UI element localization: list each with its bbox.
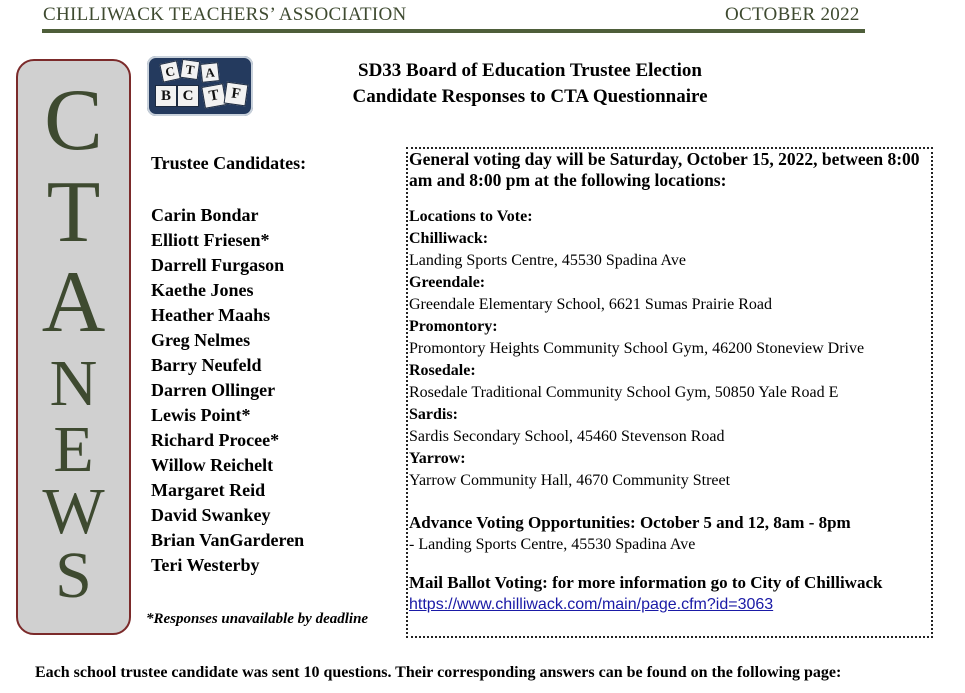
mail-ballot-link[interactable]: https://www.chilliwack.com/main/page.cfm?id=3063: [409, 596, 774, 613]
logo-cube-c2: C: [177, 85, 199, 107]
logo-cube-a: A: [200, 62, 220, 83]
masthead-divider: [42, 29, 865, 33]
candidate-name: Kaethe Jones: [151, 280, 254, 300]
title-line-2: Candidate Responses to CTA Questionnaire: [352, 86, 708, 107]
candidate-name: Darren Ollinger: [151, 380, 276, 400]
candidate-name: Darrell Furgason: [151, 255, 285, 275]
banner-letter-w: W: [42, 475, 105, 548]
candidate-name: Barry Neufeld: [151, 355, 262, 375]
advance-voting-heading: Advance Voting Opportunities: October 5 and 12, 8am - 8pm: [409, 513, 851, 532]
title-line-1: SD33 Board of Education Trustee Election: [358, 60, 702, 81]
location-area: Yarrow:: [409, 450, 466, 467]
candidate-name: Teri Westerby: [151, 555, 260, 575]
banner-letter-e: E: [53, 413, 94, 486]
location-place: Sardis Secondary School, 45460 Stevenson Road: [409, 428, 725, 445]
logo-cube-f: F: [224, 82, 249, 107]
candidate-name: Lewis Point*: [151, 405, 251, 425]
logo-cube-b: B: [155, 85, 177, 107]
locations-heading: Locations to Vote:: [409, 208, 533, 225]
banner-letter-a: A: [41, 254, 106, 351]
logo-cube-c: C: [159, 60, 181, 82]
candidate-name: Carin Bondar: [151, 205, 259, 225]
candidate-name: Margaret Reid: [151, 480, 266, 500]
general-voting-day-text: General voting day will be Saturday, October 15, 2022, between 8:00 am and 8:00 pm at the following locations:: [409, 149, 920, 190]
candidate-name: David Swankey: [151, 505, 271, 525]
advance-voting-location: - Landing Sports Centre, 45530 Spadina Ave: [409, 536, 696, 553]
location-area: Promontory:: [409, 318, 498, 335]
footer-note: Each school trustee candidate was sent 10 questions. Their corresponding answers can be found on the following page:: [35, 664, 842, 681]
organization-name: CHILLIWACK TEACHERS’ ASSOCIATION: [43, 4, 407, 25]
responses-unavailable-note: *Responses unavailable by deadline: [146, 611, 369, 627]
banner-letter-s: S: [55, 539, 92, 612]
logo-cube-t: T: [180, 59, 200, 80]
location-area: Greendale:: [409, 274, 486, 291]
banner-letter-c: C: [44, 72, 103, 169]
banner-letter-t: T: [46, 164, 101, 261]
bctf-cta-logo: [147, 56, 253, 116]
page-title: [260, 58, 800, 110]
candidate-name: Greg Nelmes: [151, 330, 251, 350]
location-place: Yarrow Community Hall, 4670 Community Street: [409, 472, 731, 489]
cta-news-banner: [16, 59, 131, 635]
banner-letter-n: N: [49, 347, 98, 420]
location-area: Sardis:: [409, 406, 458, 423]
candidate-name: Richard Procee*: [151, 430, 280, 450]
location-place: Landing Sports Centre, 45530 Spadina Ave: [409, 252, 686, 269]
location-place: Promontory Heights Community School Gym, 46200 Stoneview Drive: [409, 340, 865, 357]
candidate-name: Elliott Friesen*: [151, 230, 270, 250]
location-area: Rosedale:: [409, 362, 476, 379]
issue-date: OCTOBER 2022: [725, 4, 860, 25]
candidate-name: Heather Maahs: [151, 305, 271, 325]
location-area: Chilliwack:: [409, 230, 489, 247]
logo-cube-t2: T: [201, 83, 226, 108]
candidates-heading: Trustee Candidates:: [151, 153, 307, 173]
mail-ballot-heading: Mail Ballot Voting: for more information go to City of Chilliwack: [409, 573, 883, 592]
candidate-name: Willow Reichelt: [151, 455, 274, 475]
candidate-list: [151, 203, 304, 578]
location-place: Greendale Elementary School, 6621 Sumas Prairie Road: [409, 296, 773, 313]
candidate-name: Brian VanGarderen: [151, 530, 305, 550]
voting-info-content: [409, 149, 929, 616]
location-place: Rosedale Traditional Community School Gym, 50850 Yale Road E: [409, 384, 839, 401]
